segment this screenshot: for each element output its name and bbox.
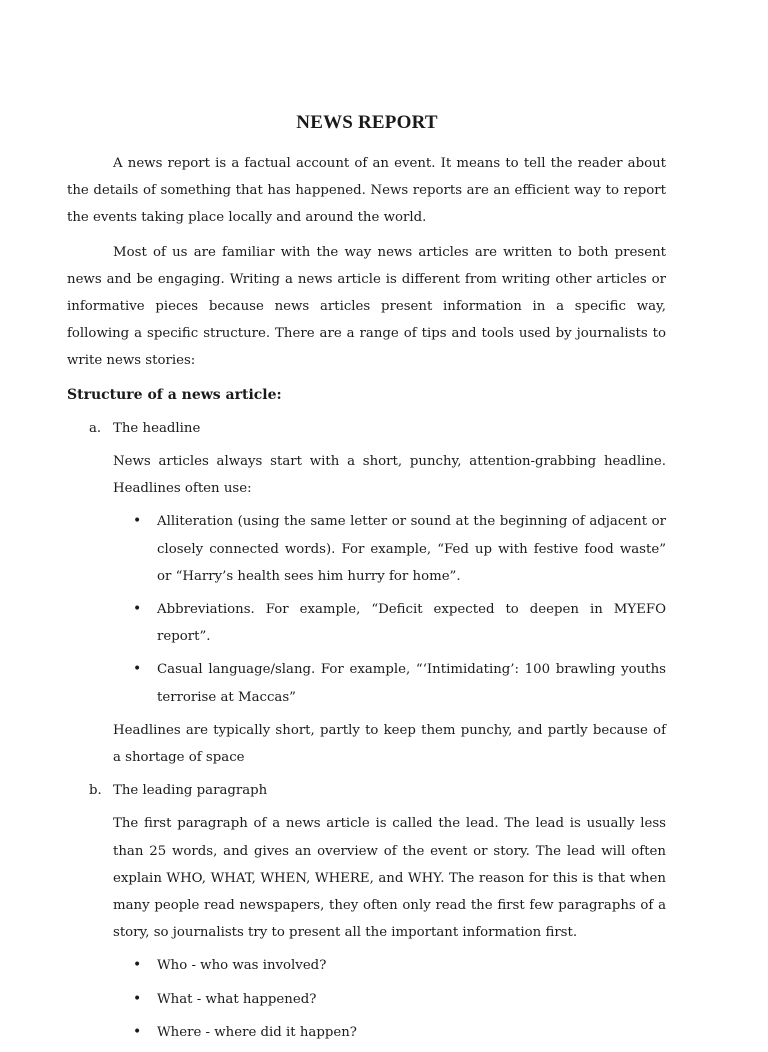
list-item-text: Casual language/slang. For example, “‘Intimidating’: 100 brawling youths terrorise at Maccas” bbox=[157, 662, 666, 705]
lead-questions-list bbox=[67, 952, 666, 1046]
section-b-letter: b. bbox=[89, 783, 102, 799]
intro-paragraph: A news report is a factual account of an event. It means to tell the reader about the details of something that has happened. News reports are an efficient way to report the events taking place locally and around the world. bbox=[67, 156, 666, 226]
list-item-text: Who - who was involved? bbox=[157, 958, 327, 974]
bullet-icon: • bbox=[133, 601, 142, 618]
list-item bbox=[133, 952, 666, 979]
lead-intro: The first paragraph of a news article is called the lead. The lead is usually less than 25 words, and gives an overview of the event or story. The lead will often explain WHO, WHAT, WHEN, WHERE, and WHY. The reason for this is that when many people read newspapers, they often only read the first few paragraphs of a story, so journalists try to present all the important information first. bbox=[113, 816, 666, 941]
list-item bbox=[133, 1019, 666, 1046]
section-a-label bbox=[67, 415, 666, 442]
bullet-icon: • bbox=[133, 1023, 142, 1040]
list-item bbox=[133, 508, 666, 590]
bullet-icon: • bbox=[133, 957, 142, 974]
section-a-title: The headline bbox=[113, 420, 201, 436]
headline-techniques-list bbox=[67, 508, 666, 710]
document-body bbox=[67, 150, 666, 1052]
familiarity-paragraph: Most of us are familiar with the way news articles are written to both present news and be engaging. Writing a news article is different from writing other articles or informative pieces because news articles present information in a specific way, following a specific structure. There are a range of tips and tools used by journalists to write news stories: bbox=[67, 244, 666, 369]
bullet-icon: • bbox=[133, 661, 142, 678]
headline-closing: Headlines are typically short, partly to keep them punchy, and partly because of a shortage of space bbox=[113, 722, 666, 766]
list-item-text: Abbreviations. For example, “Deficit expected to deepen in MYEFO report”. bbox=[157, 602, 666, 645]
list-item-text: What - what happened? bbox=[157, 991, 317, 1007]
bullet-icon: • bbox=[133, 990, 142, 1007]
bullet-icon: • bbox=[133, 513, 142, 530]
page-title: NEWS REPORT bbox=[296, 112, 438, 133]
section-b-label bbox=[67, 777, 666, 804]
list-item bbox=[133, 986, 666, 1013]
list-item-text: Where - where did it happen? bbox=[157, 1024, 357, 1040]
section-b-title: The leading paragraph bbox=[113, 783, 268, 799]
list-item bbox=[133, 596, 666, 650]
headline-intro: News articles always start with a short, punchy, attention-grabbing headline. Headlines often use: bbox=[113, 454, 666, 497]
list-item bbox=[133, 656, 666, 710]
list-item-text: Alliteration (using the same letter or sound at the beginning of adjacent or closely connected words). For example, “Fed up with festive food waste” or “Harry’s health sees him hurry for home”. bbox=[157, 514, 666, 584]
structure-heading: Structure of a news article: bbox=[67, 386, 282, 403]
section-a-letter: a. bbox=[89, 420, 102, 436]
